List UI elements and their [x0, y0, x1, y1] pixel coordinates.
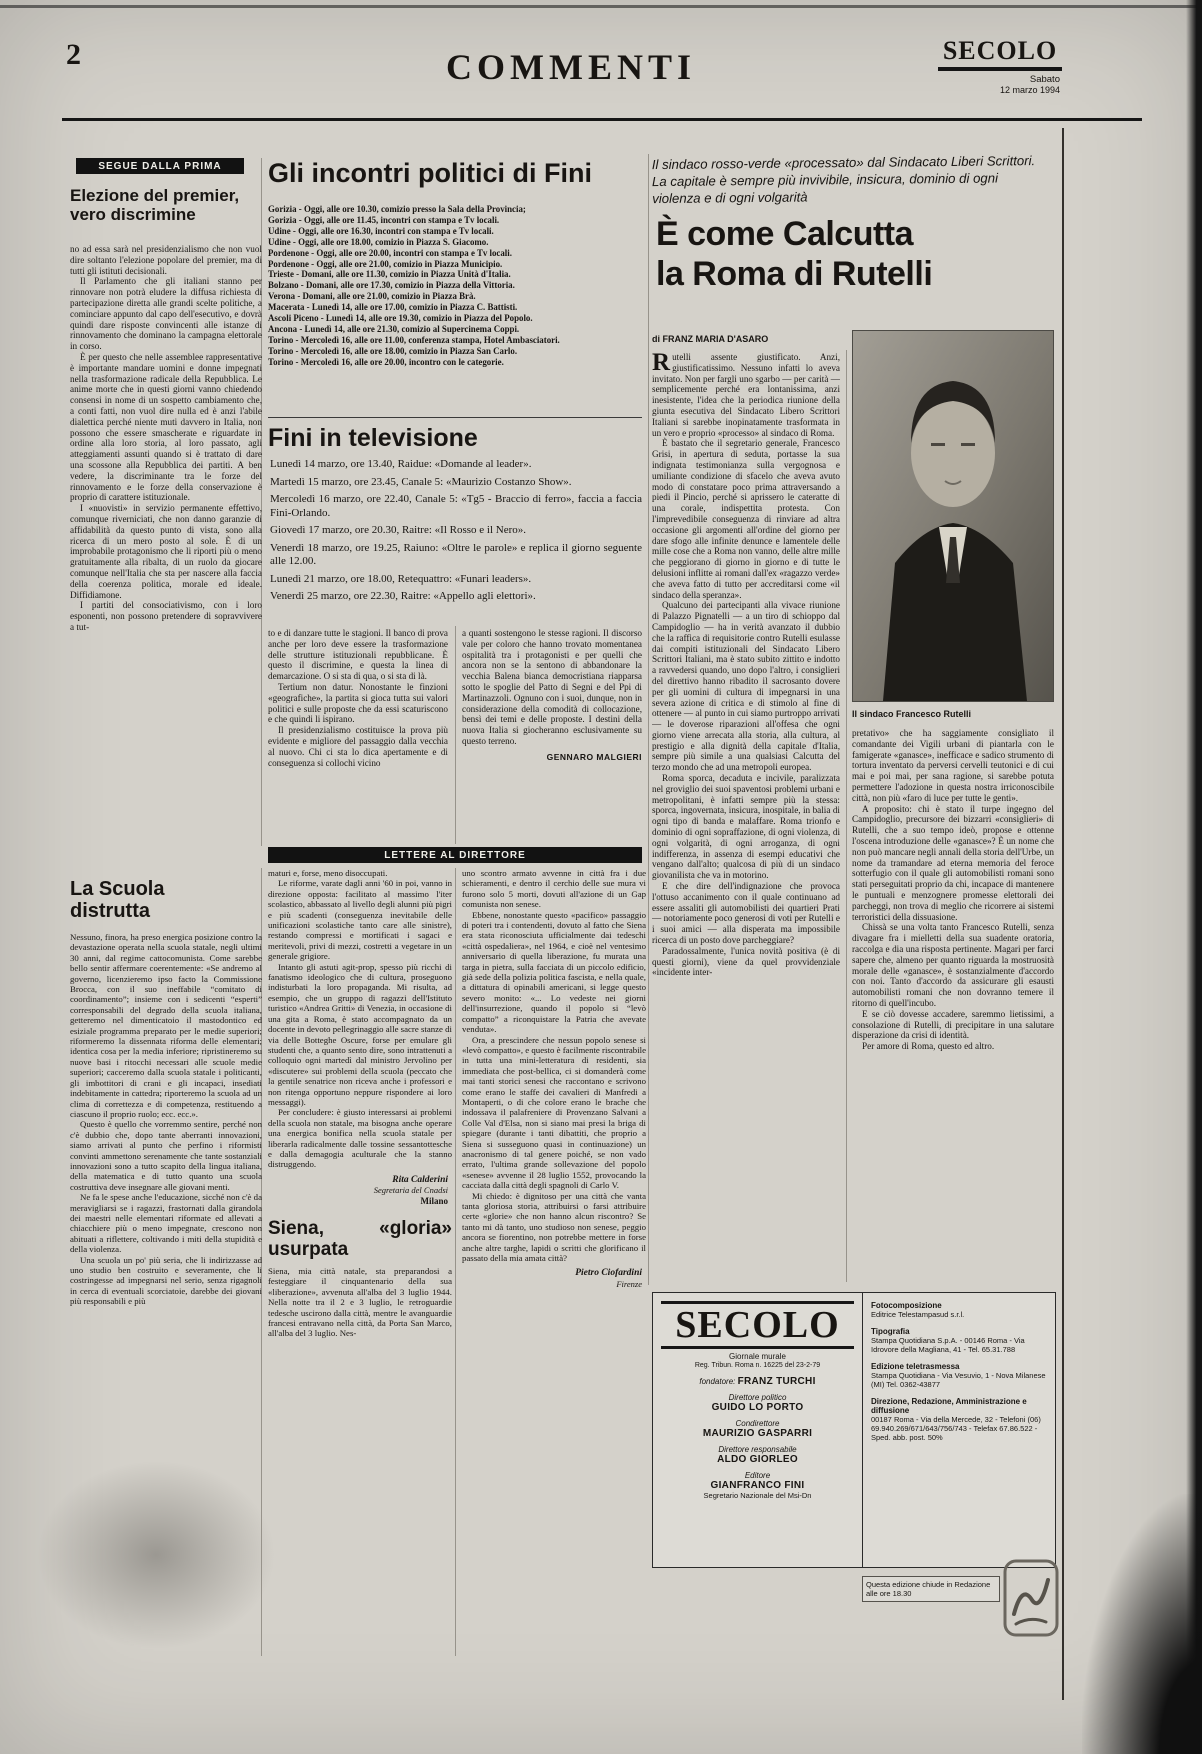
- lead-continuation-col2-paragraphs: [462, 628, 642, 747]
- paragraph: Ebbene, nonostante questo «pacifico» passaggio di poteri tra i contendenti, dovuto al fatto che Siena era stata riconosciuta ufficialmente dai tedeschi «città ospedaliera», nel 1964, e cioè nel ventesimo anniversario di quella liberazione, fu murata una targa in pietra, sulla facciata di un piccolo edificio, già sede della polizia politica fascista, e nella quale, a dittatura di opinabili americani, si legge questo severo monito: «... Lo vedeste nei giorni dell'insurrezione, quando il popolo si “levò compatto” a riconquistare la Patria che avevate venduta».: [462, 909, 646, 1035]
- role-extra: Segretario Nazionale del Msi-Dn: [703, 1491, 812, 1500]
- headline-line1: È come Calcutta: [656, 215, 914, 253]
- role-label: Editore: [744, 1471, 771, 1480]
- letter1-col2-paragraphs: [268, 868, 452, 1170]
- paragraph: Una scuola un po' più seria, che li indirizzasse ad uno studio ben costruito e severamente, che li costringesse ad impegnarsi nel serio, senza rigagnoli in cerca di eventuali scorciatoie, darebbe dei giovani più responsabili e più: [70, 1254, 262, 1307]
- letters-section-header: LETTERE AL DIRETTORE: [268, 847, 642, 863]
- schedule-item: Trieste - Domani, alle ore 11.30, comizio in Piazza Unità d'Italia.: [268, 269, 511, 280]
- letter1-title: La Scuola distrutta: [70, 878, 165, 922]
- paragraph: I partiti del consociativismo, con i loro esponenti, non possono pretendere di sopravvivere a tut-: [70, 600, 262, 632]
- paragraph: È per questo che nelle assemblee rappresentative è importante mandare uomini e donne impegnati nella trasformazione radicale della Repubblica. Le anime morte che in questi giorni vanno chiedendo consensi in nome di un sospetto cambiamento che, a conti fatti, non vuol dire nulla ed è anzi l'abile dialettica perché niente muti davvero in Italia, non possono che essere smascherate e riguardate in ordine alla loro storia, al loro passato, agli atteggiamenti assunti quando si è trattato di dare una scossone alla Repubblica dei partiti. A ben vedere, la discriminante tra le forze del rinnovamento e le forze della conservazione è proprio di carattere istituzionale.: [70, 351, 262, 503]
- tv-schedule-item: Martedì 15 marzo, ore 23.45, Canale 5: «Maurizio Costanzo Show».: [270, 475, 572, 488]
- fini-incontri-title: Gli incontri politici di Fini: [268, 158, 592, 188]
- masthead-box: [652, 1292, 1056, 1568]
- masthead-role: [661, 1471, 854, 1500]
- stamp-graphic: [1002, 1556, 1060, 1640]
- letter2-signature: [462, 1268, 642, 1289]
- scan-edge-top: [0, 5, 1202, 8]
- column-rule: [846, 350, 847, 1282]
- info-block-text: Editrice Telestampasud s.r.l.: [871, 1310, 965, 1319]
- tv-schedule-item: Venerdì 18 marzo, ore 19.25, Raiuno: «Oltre le parole» e replica il giorno seguente alle 12.00.: [270, 541, 642, 567]
- masthead-role: [661, 1445, 854, 1465]
- masthead-right: [863, 1293, 1055, 1567]
- role-name: GUIDO LO PORTO: [711, 1402, 804, 1413]
- masthead-subtitle: Giornale murale: [729, 1352, 786, 1361]
- paragraph: to e di danzare tutte le stagioni. Il banco di prova anche per loro deve essere la trasformazione delle strutture istituzionali repubblicane. È questo il discrimine, e questa la linea di demarcazione. O si sta di qua, o si sta di là.: [268, 628, 448, 682]
- paragraph: no ad essa sarà nel presidenzialismo che non vuol dire soltanto l'elezione popolare del premier, ma di tutti gli istituti decisionali.: [70, 244, 262, 276]
- paragraph: Il Parlamento che gli italiani stanno per rinnovare non potrà eludere la diffusa richiesta di partecipazione diretta alle grandi scelte politiche, a cominciare appunto dal capo dell'esecutivo, e dovrà quindi dare risposte convincenti alle istanze di rinnovamento che dominano la campagna elettorale in corso.: [70, 276, 262, 352]
- tv-schedule-item: Venerdì 25 marzo, ore 22.30, Raitre: «Appello agli elettori».: [270, 590, 536, 602]
- lead-continuation-col1: [268, 628, 448, 844]
- letter1-signer-role: Segretaria del Cnadsi: [373, 1185, 448, 1196]
- paragraph: Qualcuno dei partecipanti alla vivace riunione di Palazzo Pignatelli — a un tiro di schioppo dal Campidoglio — ha in verità avanzato il dubbio che la raffica di requisitorie contro Rutelli esulasse dai compiti istituzionali del Sindacato Libero Scrittori Italiani, ma è stato subito zittito e indotto a ravvedersi quando, uno dopo l'altro, i consiglieri del direttivo hanno ribadito il sacrosanto dovere per gli uomini di cultura di impegnarsi in una severa azione di critica e di stimolo al fine di ottenere — al punto in cui siamo purtroppo arrivati — le doverose riparazioni all'offesa che ogni giorno viene arrecata alla storia, alla cultura, al prestigio e alla dignità della capitale d'Italia, sempre più simile a una qualsiasi Calcutta del terzo mondo che ad una metropoli europea.: [652, 600, 840, 773]
- paragraph: È bastato che il segretario generale, Francesco Grisi, in apertura di seduta, portasse la sua indignata testimonianza sulla vergognosa e umiliante condizione di sfacelo che aveva avuto modo di constatare poco prima attraversando a piedi il Pincio, perché si aprissero le cateratte di una corale, indispettita protesta. Con l'imprevedibile conseguenza di rinviare ad altra occasione gli argomenti all'ordine del giorno per dare sfogo alle infinite denunce e lamentele delle mille cose che a Roma non vanno, delle altre mille che peggiorano di giorno in giorno e di tutte le delusioni inflitte ai romani dall'ex «ragazzo verde» che aveva fatto di tutto per accreditarsi come «il sindaco della speranza».: [652, 438, 840, 600]
- masthead-role: [661, 1393, 854, 1413]
- rutelli-standfirst: Il sindaco rosso-verde «processato» dal Sindacato Liberi Scrittori. La capitale è sempre più invivibile, insicura, dominio di ogni violenza e di ogni volgarità: [651, 153, 1036, 207]
- paragraph: uno scontro armato avvenne in città fra i due schieramenti, e dentro il cerchio delle sue mura vi furono solo 5 morti, dovuti all'azione di un Gap comunista non senese.: [462, 868, 646, 910]
- paragraph: Le riforme, varate dagli anni '60 in poi, vanno in direzione opposta: facilitato al massimo l'iter scolastico, abbassato al livello degli alunni più pigri e più scadenti (conseguenza inevitabile delle unificazioni scolastiche tanto care alle sinistre), restando compressi e mortificati i sagaci e meritevoli, privi di mezzi, costretti a vegetare in un generale grigiore.: [268, 878, 452, 962]
- letter1-signature: [268, 1175, 448, 1206]
- column-rule: [648, 154, 649, 1285]
- masthead-info-block: [871, 1327, 1047, 1354]
- schedule-item: Ascoli Piceno - Lunedì 14, alle ore 19.30, comizio in Piazza del Popolo.: [268, 313, 533, 324]
- info-block-title: Tipografia: [871, 1327, 910, 1336]
- masthead-founder: [661, 1376, 854, 1387]
- rutelli-byline: di FRANZ MARIA D'ASARO: [652, 334, 769, 344]
- masthead-info-block: [871, 1301, 1047, 1319]
- paragraph: I «nuovisti» in servizio permanente effettivo, comunque riverniciati, che non danno garanzie di affidabilità da questo punto di vista, sono alla ricerca di un mero posto al sole. È di un improbabile protagonismo che li riporti più o meno gratuitamente alla ribalta, di un ruolo da giocare comunque nell'Italia che sta per nascere alla faccia della coerenza politica, morale ed ideale. Diffidiamone.: [70, 503, 262, 600]
- masthead-role: [661, 1419, 854, 1439]
- info-block-title: Direzione, Redazione, Amministrazione e diffusione: [871, 1397, 1027, 1415]
- paragraph: Per amore di Roma, questo ed altro.: [862, 1041, 995, 1052]
- role-label: Condirettore: [735, 1419, 780, 1428]
- role-name: MAURIZIO GASPARRI: [702, 1428, 813, 1439]
- schedule-item: Bolzano - Domani, alle ore 17.30, comizio in Piazza della Vittoria.: [268, 280, 515, 291]
- paragraph: pretativo» che ha saggiamente consigliato il comandante dei Vigili urbani di piantarla con le famigerate «ganasce», inefficace e sadico strumento di tortura inventato da perversi cervelli teutonici e di cui mai e poi mai, per sana ragione, si sarebbe potuta permettere l'adozione in questa nostra irriconoscibile città, non più «faro di luce per tutte le genti».: [852, 728, 1054, 803]
- schedule-item: Udine - Oggi, alle ore 16.30, incontri con stampa e Tv locali.: [268, 225, 494, 236]
- masthead-left: [653, 1293, 863, 1567]
- rutelli-headline: [656, 214, 1058, 294]
- info-block-text: Stampa Quotidiana - Via Vesuvio, 1 - Nova Milanese (MI) Tel. 0362-43877: [871, 1371, 1046, 1389]
- letter2-col2-paragraphs: [462, 868, 646, 1263]
- photo-caption: Il sindaco Francesco Rutelli: [852, 709, 972, 719]
- paragraph: Intanto gli astuti agit-prop, spesso più ricchi di fanatismo ideologico che di cultura, proseguono indisturbati la loro propaganda. Mi risulta, ad esempio, che un gruppo di ragazzi dell'Istituto turistico «Andrea Gritti» di Venezia, in occasione di una gita a Roma, è stato accompagnato da un docente in devoto pellegrinaggio alle sacre stanze di via delle Botteghe Oscure, forse per emulare gli studenti che, a quanto sento dire, sono intrattenuti a colloquio ogni martedì dal ministro Jervolino per «discutere» sui problemi della scuola (peccato che la gentile senatrice non riceva anche i professori e non ritenga opportuno neppure rispondere ai loro messaggi).: [268, 961, 452, 1107]
- masthead-registration: Reg. Tribun. Roma n. 16225 del 23-2-79: [694, 1362, 821, 1369]
- tv-schedule-item: Lunedì 21 marzo, ore 18.00, Retequattro: «Funari leaders».: [270, 572, 532, 585]
- letter2-signer-name: Pietro Ciofardini: [575, 1268, 642, 1279]
- schedule-item: Macerata - Lunedì 14, alle ore 17.00, comizio in Piazza C. Battisti.: [268, 302, 518, 313]
- masthead-roles: [661, 1393, 854, 1500]
- paragraph: Siena, mia città natale, sta preparandosi a festeggiare il cinquantenario della sua «liberazione», avvenuta all'alba del 3 luglio 1944. Nella notte tra il 2 e 3 luglio, le retroguardie tedesche uscirono dalla città, mentre le avanguardie francesi entravano nella città, da Porta San Marco, all'alba del 3 luglio. Nes-: [268, 1266, 452, 1339]
- schedule-item: Gorizia - Oggi, alle ore 11.45, incontri con stampa e Tv locali.: [268, 214, 500, 225]
- paragraph: Rutelli assente giustificato. Anzi, giustificatissimo. Nessuno infatti lo aveva invitato. Non per fargli uno sgarbo — per carità — semplicemente perché era lontanissima, anzi inesistente, l'idea che la periodica riunione della giunta esecutiva del Sindacato Libero Scrittori Italiani si sarebbe inopinatamente trasformata in un vero e proprio «processo» al sindaco di Roma.: [652, 352, 840, 438]
- paragraph: Il presidenzialismo costituisce la prova più evidente e migliore del passaggio dalla vecchia al nuovo. Chi ci sta lo dica apertamente e di conseguenza si collochi vicino: [268, 725, 448, 768]
- section-title: COMMENTI: [446, 47, 696, 87]
- rutelli-col1: [652, 352, 840, 1282]
- letter1-signer-city: Milano: [420, 1195, 448, 1206]
- kicker-segue-dalla-prima: SEGUE DALLA PRIMA: [76, 158, 244, 174]
- schedule-item: Ancona - Lunedì 14, alle ore 21.30, comizio al Supercinema Coppi.: [268, 323, 520, 334]
- schedule-item: Torino - Mercoledì 16, alle ore 20.00, incontro con le categorie.: [268, 356, 504, 367]
- paragraph: Chissà se una volta tanto Francesco Rutelli, senza divagare fra i mielletti della sua suadente oratoria, raccolga e dia una risposta pertinente. Magari per farci sapere che, almeno per quanto riguarda la mostruosità morale delle «ganasce», è sostanzialmente d'accordo con noi. Tanto d'accordo da assicurare gli esausti automobilisti romani che non dovranno temere il ritorno di quell'incubo.: [852, 922, 1054, 1008]
- flame-stamp-logo: [1002, 1556, 1060, 1645]
- lead-author-signature: GENNARO MALGIERI: [546, 751, 642, 762]
- schedule-item: Pordenone - Oggi, alle ore 20.00, incontri con stampa e Tv locali.: [268, 247, 512, 258]
- paragraph: Ne fa le spese anche l'educazione, sicché non c'è da meravigliarsi se i ragazzi, frastornati dalla girandola dei maestri nelle elementari riformate ed allevati a chiacchiere più o meno impegnate, crescono non abituati a riflettere, coltivando i miti della stupidità e della violenza.: [70, 1192, 262, 1255]
- masthead-info-block: [871, 1397, 1047, 1442]
- info-block-title: Edizione teletrasmessa: [871, 1362, 960, 1371]
- scan-edge-right: [1186, 0, 1202, 1754]
- paragraph: Ora, a prescindere che nessun popolo senese si «levò compatto», e questo è facilmente riscontrabile in tutta una mini-letteratura di residenti, sia immediata che post-bellica, ci si domanderà come mai tanti storici senesi che raccontano e scrivono come erano le staffe dei cavalieri di Manfredi a Montaperti, o di che colore erano le brache che indossava il palafreniere di Provenzano Salvani a Colle Val d'Elsa, non si siano mai presi la briga di spiegare (durante i tanti dibattiti, che proprio a Siena si susseguono quasi in continuazione) un anacronismo di tal genere poiché, se non vado errato, l'ultima grande sollevazione del popolo «senese» avvenne il 28 luglio 1552, provocando la cacciata dalla città degli spagnoli di Carlo V.: [462, 1034, 646, 1191]
- column-rule: [455, 868, 456, 1656]
- paragraph: maturi e, forse, meno disoccupati.: [268, 868, 388, 878]
- letter1-col2: [268, 868, 452, 1656]
- role-label: Direttore responsabile: [718, 1445, 797, 1454]
- lead-article-title: Elezione del premier, vero discrimine: [70, 186, 240, 224]
- letter2-signer-city: Firenze: [616, 1278, 642, 1289]
- letter2-col2: [462, 868, 646, 1658]
- paragraph: E che dire dell'indignazione che provoca l'ottuso accanimento con il quale continuano ad essere assaliti gli automobilisti dei quartieri Prati — notoriamente poco generosi di voti per Rutelli e i suoi amici — alla disperata ma impossibile ricerca di un posto dove parcheggiare?: [652, 881, 840, 946]
- founder-label: fondatore:: [699, 1377, 736, 1386]
- role-name: GIANFRANCO FINI: [710, 1480, 805, 1491]
- issue-day: Sabato: [1029, 74, 1060, 85]
- tv-schedule-item: Lunedì 14 marzo, ore 13.40, Raidue: «Domande al leader».: [270, 458, 532, 470]
- page-edge-rule: [1062, 128, 1064, 1700]
- schedule-item: Torino - Mercoledì 16, alle ore 18.00, comizio in Piazza San Carlo.: [268, 345, 518, 356]
- schedule-item: Gorizia - Oggi, alle ore 10.30, comizio presso la Sala della Provincia;: [268, 204, 526, 214]
- paragraph: A proposito: chi è stato il turpe ingegno del Campidoglio, precursore dei bizzarri «consiglieri» di Rutelli, che a suo tempo ideò, propose e ottenne l'oscena introduzione delle «ganasce»? È un nome che non può mancare negli annali della storia dell'Urbe, un nome da tramandare ad eterna memoria del feroce sotterfugio con il quale gli automobilisti romani sono stati perseguitati proprio da chi, incapace di mantenere le puntuali e menzognere promesse elettorali dei parcheggi, non trova di meglio che ricorrere ai sistemi terroristici della dissuasione.: [852, 803, 1054, 922]
- rutelli-col2: [852, 728, 1054, 1284]
- role-name: ALDO GIORLEO: [717, 1454, 798, 1465]
- info-block-text: 00187 Roma - Via della Mercede, 32 - Telefoni (06) 69.940.269/671/643/756/743 - Telefax 67.86.522 - Sped. abb. post. 50%: [871, 1415, 1041, 1442]
- lead-continuation-col2: [462, 628, 642, 844]
- paragraph: Nessuno, finora, ha preso energica posizione contro la devastazione operata nella scuola statale, negli ultimi 30 anni, dal regime cattocomunista. Come sarebbe bello sentir affermare coerentemente: «Se andremo al governo, licenzieremo ipso facto la Commissione Brocca, con il suo ineffabile “comitato di coordinamento”; insieme con i sedicenti “esperti” corresponsabili del degrado della scuola italiana, getteremo nel dimenticatoio il mastodontico ed esiziale programma preparato per le medie superiori; riformeremo la dissennata riforma delle elementari; identica cosa per la media inferiore; ripristineremo su nuove basi i ritocchi necessari alle scuole medie superiori; cacceremo dalla scuola statale i politicanti, gli imbottitori di crani e gli incapaci, insediati indebitamente in cattedra; riporteremo la scuola ad un clima di correttezza e di competenza, restituendo a ciascuno il proprio ruolo; ecc. ecc.».: [70, 932, 262, 1119]
- role-label: Direttore politico: [728, 1393, 787, 1402]
- paragraph: Per concludere: è giusto interessarsi ai problemi della scuola non statale, ma bisogna anche operare una energica bonifica nella scuola statale per liberarla radicalmente dalle tossine sessantottesche e dalla demagogia aculturale che la stanno distruggendo.: [268, 1107, 452, 1170]
- scan-edge-corner: [1082, 1494, 1202, 1754]
- paragraph: Paradossalmente, l'unica novità positiva (è di questi giorni), viene da quel provvidenziale «incidente inter-: [652, 945, 840, 978]
- fini-incontri-list: [268, 204, 644, 413]
- paper-name: SECOLO: [938, 36, 1062, 71]
- schedule-item: Verona - Domani, alle ore 21.00, comizio in Piazza Brà.: [268, 291, 476, 302]
- paragraph: Roma sporca, decaduta e incivile, paralizzata nel groviglio dei suoi spaventosi problemi urbani e metropolitani, è infatti sempre più la stessa: sporca, ingovernata, insicura, inospitale, in balia di ogni tipo di banda e malaffare. Roma trionfo e dominio di ogni sopraffazione, di ogni violenza, di ogni volgarità, di ogni arroganza, di ogni indifferenza, in assenza di esempi educativi che vengano dall'alto; qualcosa di più di un sindaco giovanilista che va in motorino.: [652, 773, 840, 881]
- info-block-title: Fotocomposizione: [871, 1301, 942, 1310]
- masthead-logo: SECOLO: [661, 1301, 854, 1349]
- page-number: 2: [66, 38, 81, 71]
- header-rule: [62, 118, 1142, 121]
- founder-name: FRANZ TURCHI: [737, 1376, 816, 1387]
- paragraph: Mi chiedo: è dignitoso per una città che vanta tanta gloriosa storia, attribuirsi o farsi attribuire certe «glorie» che non hanno alcun riscontro? Se tanto mi dà tanto, uno studioso non senese, peggio ancora se fiorentino, non potrebbe mettere in forse anche altre targhe, lapidi o scritti che glorificano il passato della mia amata città?: [462, 1190, 646, 1264]
- paragraph: Tertium non datur. Nonostante le finzioni «geografiche», la partita si gioca tutta sui valori politici e sulle proposte che da essi scaturiscono e che quindi li ispirano.: [268, 681, 448, 725]
- info-block-text: Stampa Quotidiana S.p.A. - 00146 Roma - Via Idrovore della Magliana, 41 - Tel. 65.31.788: [871, 1336, 1025, 1354]
- letter2-col1-paragraphs: [268, 1266, 452, 1339]
- tv-schedule-item: Mercoledì 16 marzo, ore 22.40, Canale 5: «Tg5 - Braccio di ferro», faccia a faccia Fini-Orlando.: [270, 493, 642, 519]
- lead-article-body: [70, 244, 262, 844]
- tv-schedule-item: Giovedì 17 marzo, ore 20.30, Raitre: «Il Rosso e il Nero».: [270, 524, 527, 536]
- schedule-item: Torino - Mercoledì 16, alle ore 11.00, conferenza stampa, Hotel Ambasciatori.: [268, 334, 560, 345]
- portrait-photo-graphic: [853, 331, 1053, 701]
- letter1-signer-name: Rita Calderini: [392, 1174, 448, 1185]
- divider-rule: [268, 417, 642, 418]
- fini-tv-list: [270, 458, 642, 622]
- paragraph: Questo è quello che vorremmo sentire, perché non c'è dubbio che, dopo tante aberranti innovazioni, siamo arrivati al punto che perfino i riformisti convinti ammettono serenamente che tante sostanziali innovazioni sono a tutto scapito della lingua italiana, della matematica e di tutto quanto una scuola costruttiva deve insegnare alle giovani menti.: [70, 1119, 262, 1192]
- column-rule: [455, 626, 456, 844]
- paragraph: E se ciò dovesse accadere, saremmo lietissimi, a consolazione di Rutelli, di precipitare in una salutare disperazione da crisi di identità.: [852, 1008, 1054, 1041]
- schedule-item: Pordenone - Oggi, alle ore 21.00, comizio in Piazza Municipio.: [268, 258, 503, 269]
- issue-date: 12 marzo 1994: [999, 85, 1060, 95]
- rutelli-photo: [852, 330, 1054, 702]
- masthead-info-block: [871, 1362, 1047, 1389]
- masthead-info-blocks: [871, 1301, 1047, 1442]
- headline-line2: la Roma di Rutelli: [656, 255, 933, 293]
- closing-note: Questa edizione chiude in Redazione alle ore 18.30: [862, 1576, 1000, 1602]
- header-paper-logo: [938, 36, 1062, 95]
- paragraph: a quanti sostengono le stesse ragioni. Il discorso vale per coloro che hanno trovato momentanea ospitalità tra i protagonisti e per quelli che ancora non se la sentono di abbandonare la vecchia Balena bianca democristiana riapparsa sotto le spoglie del Patto di Segni e del Ppi di Martinazzoli. Ognuno con i suoi, dunque, non in considerazione della comodità di collocazione, bensì dei temi e delle proposte. I destini della nuova Italia si giocheranno esclusivamente su questo terreno.: [462, 628, 642, 746]
- letter1-col1: [70, 932, 262, 1652]
- letter2-title: Siena, «gloria» usurpata: [268, 1218, 452, 1260]
- fini-tv-title: Fini in televisione: [268, 424, 478, 452]
- schedule-item: Udine - Oggi, alle ore 18.00, comizio in Piazza S. Giacomo.: [268, 236, 489, 247]
